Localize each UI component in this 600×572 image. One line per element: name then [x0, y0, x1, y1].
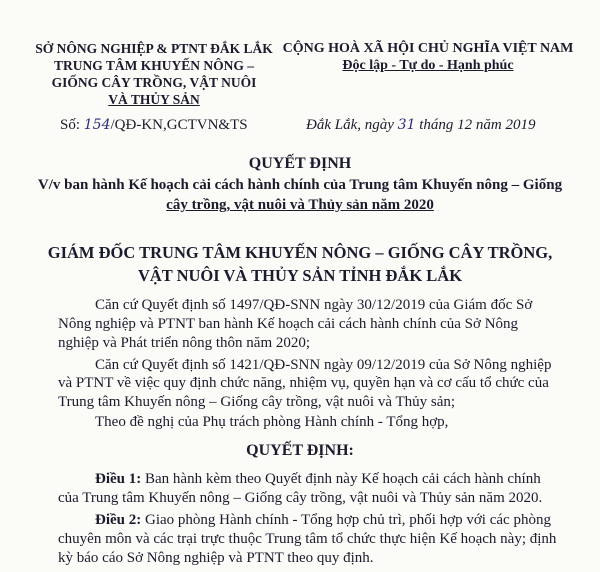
basis-2-line-1: Căn cứ Quyết định số 1421/QĐ-SNN ngày 09/12/2019 của Sở Nông nghiệp — [95, 357, 552, 373]
authority-line-1: GIÁM ĐỐC TRUNG TÂM KHUYẾN NÔNG – GIỐNG CÂY TRỒNG, — [47, 243, 553, 262]
basis-2-line-2: và PTNT về việc quy định chức năng, nhiệm vụ, quyền hạn và cơ cấu tổ chức của — [58, 375, 549, 391]
article-2-line-3: kỳ báo cáo Sở Nông nghiệp và PTNT theo quy định. — [58, 550, 374, 566]
date-day-handwritten: 31 — [397, 117, 416, 133]
subject-line-2 — [0, 195, 600, 215]
article-2-line-2: chuyên môn và các trại trực thuộc Trung tâm tổ chức thực hiện Kế hoạch này; định — [58, 531, 557, 547]
agency-name-line-2: GIỐNG CÂY TRỒNG, VẬT NUÔI — [51, 75, 257, 90]
motto — [276, 57, 580, 74]
date-suffix: tháng 12 năm 2019 — [415, 117, 536, 133]
basis-3-line-1: Theo đề nghị của Phụ trách phòng Hành chính - Tổng hợp, — [95, 414, 449, 430]
article-1-line-2: của Trung tâm Khuyến nông – Giống cây trồng, vật nuôi và Thủy sản năm 2020. — [58, 490, 543, 506]
article-2-text-start: Giao phòng Hành chính - Tổng hợp chủ trì, phối hợp với các phòng — [141, 512, 551, 528]
agency-name-line-3 — [30, 91, 278, 108]
document-number — [60, 117, 248, 134]
doc-number-suffix: /QĐ-KN,GCTVN&TS — [110, 117, 248, 133]
authority-heading — [0, 241, 600, 287]
nation-name: CỘNG HOÀ XÃ HỘI CHỦ NGHĨA VIỆT NAM — [282, 41, 574, 56]
authority-line-2: VẬT NUÔI VÀ THỦY SẢN TỈNH ĐẮK LẮK — [137, 266, 463, 285]
motto-text: Độc lập - Tự do - Hạnh phúc — [342, 58, 514, 73]
article-1-text-start: Ban hành kèm theo Quyết định này Kế hoạch cải cách hành chính — [141, 471, 541, 487]
article-2-line-1 — [95, 511, 551, 529]
agency-name-line-1: TRUNG TÂM KHUYẾN NÔNG – — [53, 58, 254, 73]
document-title: QUYẾT ĐỊNH — [248, 155, 352, 172]
date-prefix: Đắk Lắk, ngày — [306, 117, 398, 133]
doc-number-prefix: Số: — [60, 117, 84, 133]
article-2-label: Điều 2: — [95, 512, 142, 528]
subject-line-2-text: cây trồng, vật nuôi và Thủy sản năm 2020 — [166, 197, 434, 213]
doc-number-handwritten: 154 — [83, 117, 111, 133]
decision-heading: QUYẾT ĐỊNH: — [246, 442, 354, 459]
basis-1-line-1: Căn cứ Quyết định số 1497/QĐ-SNN ngày 30/12/2019 của Giám đốc Sở — [95, 297, 533, 313]
subject-line-1: V/v ban hành Kế hoạch cải cách hành chính của Trung tâm Khuyến nông – Giống — [37, 177, 563, 193]
basis-1-line-3: nghiệp và Phát triển nông thôn năm 2020; — [58, 335, 311, 351]
document-subject — [0, 175, 600, 215]
article-1-line-1 — [95, 470, 541, 488]
article-1-label: Điều 1: — [95, 471, 142, 487]
issuing-organization — [30, 40, 278, 108]
agency-name-line-3-text: VÀ THỦY SẢN — [108, 92, 200, 107]
issue-date — [306, 117, 535, 134]
parent-agency: SỞ NÔNG NGHIỆP & PTNT ĐẮK LẮK — [35, 41, 273, 56]
basis-1-line-2: Nông nghiệp và PTNT ban hành Kế hoạch cải cách hành chính của Sở Nông — [58, 316, 519, 332]
national-heading — [276, 40, 580, 74]
basis-2-line-3: Trung tâm Khuyến nông – Giống cây trồng, vật nuôi và Thủy sản; — [58, 394, 456, 410]
